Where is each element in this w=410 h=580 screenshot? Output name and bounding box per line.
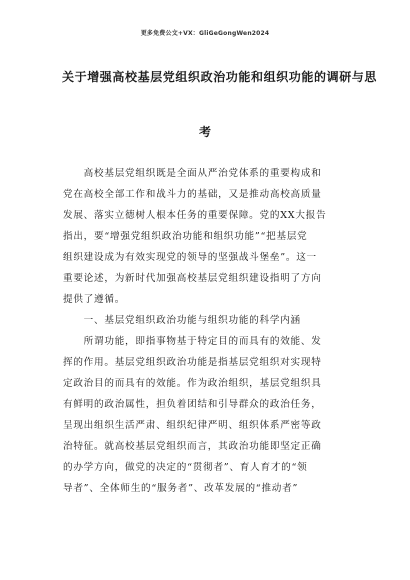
body-line-5: 组织建设成为有效实现党的领导的坚强战斗堡垒”。这一 <box>63 252 317 263</box>
body-line-6: 重要论述，为新时代加强高校基层党组织建设指明了方向 <box>63 273 322 284</box>
body-line-9: 所谓功能，即指事物基于特定目的而具有的效能、发 <box>63 336 322 347</box>
body-line-4: 指出，要“增强党组织政治功能和组织功能”“把基层党 <box>63 231 308 242</box>
body-line-13: 呈现出组织生活严肃、组织纪律严明、组织体系严密等政 <box>63 420 322 431</box>
body-line-12: 有鲜明的政治属性，担负着团结和引导群众的政治任务， <box>63 399 322 410</box>
body-line-7: 提供了遵循。 <box>63 294 126 305</box>
body-line-2: 党在高校全部工作和战斗力的基础，又是推动高校高质量 <box>63 189 322 200</box>
body-line-10: 挥的作用。基层党组织政治功能是指基层党组织对实现特 <box>63 357 322 368</box>
body-line-11: 定政治目的而具有的效能。作为政治组织，基层党组织具 <box>63 378 322 389</box>
body-line-14: 治特征。就高校基层党组织而言，其政治功能即坚定正确 <box>63 441 322 452</box>
document-title-line-2: 考 <box>198 125 211 139</box>
document-title-line-1: 关于增强高校基层党组织政治功能和组织功能的调研与思 <box>62 70 378 84</box>
body-line-15: 的办学方向，做党的决定的“贯彻者”、育人育才的“领 <box>63 462 308 473</box>
body-line-16: 导者”、全体师生的“服务者”、改革发展的“推动者” <box>63 483 299 494</box>
header-note: 更多免费公文+VX：GliGeGongWen2024 <box>140 30 270 37</box>
body-line-1: 高校基层党组织既是全面从严治党体系的重要构成和 <box>63 168 322 179</box>
section-heading-1: 一、基层党组织政治功能与组织功能的科学内涵 <box>63 315 301 326</box>
body-line-3: 发展、落实立德树人根本任务的重要保障。党的XX大报告 <box>63 210 327 221</box>
